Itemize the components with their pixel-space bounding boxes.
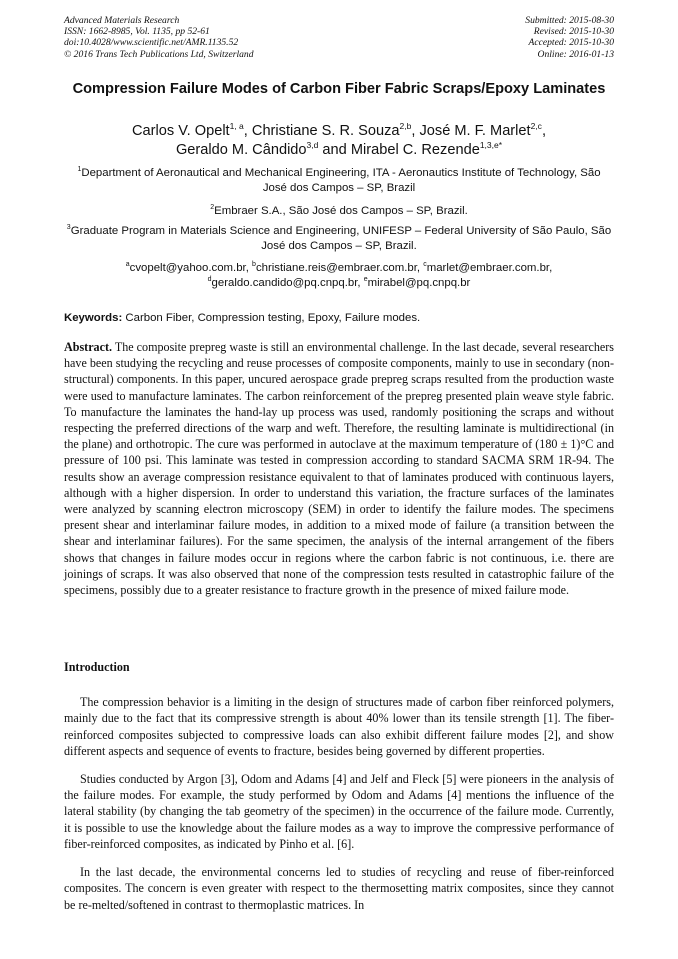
- affiliation-text: Embraer S.A., São José dos Campos – SP, Brazil.: [214, 205, 468, 217]
- email-marker: c: [423, 261, 427, 268]
- journal-doi: doi:10.4028/www.scientific.net/AMR.1135.52: [64, 37, 239, 49]
- author-separator: ,: [541, 123, 546, 139]
- author-affiliation-marker: 2,c: [530, 121, 542, 131]
- keywords: [64, 311, 614, 325]
- email-marker: b: [252, 261, 256, 268]
- introduction-body: [64, 682, 614, 925]
- email-address[interactable]: geraldo.candido@pq.cnpq.br,: [211, 277, 364, 290]
- email-marker: e: [363, 276, 368, 284]
- affiliation-text: Department of Aeronautical and Mechanical Engineering, ITA - Aeronautics Institute of Technology, São José dos Campos – SP, Brazil: [81, 167, 601, 195]
- paper-title: Compression Failure Modes of Carbon Fiber Fabric Scraps/Epoxy Laminates: [72, 81, 606, 97]
- paragraph: Studies conducted by Argon [3], Odom and Adams [4] and Jelf and Fleck [5] were pioneers in the analysis of the failure modes. For example, the study performed by Odom and Adams [4] mentions the influence of the lateral stability (by changing the tab geometry of the specimen) in the occurrence of the failure mode. Currently, it is possible to use the knowledge about the failure modes as a way to improve the compressive performance of fiber-reinforced composites, as indicated by Pinho et al. [6].: [64, 772, 614, 851]
- keywords-label: Keywords:: [64, 312, 123, 324]
- affiliation: [64, 224, 614, 255]
- affiliation-marker: 1: [77, 166, 82, 173]
- publication-dates: [525, 15, 614, 60]
- abstract-label: Abstract.: [64, 340, 113, 354]
- author-emails: [64, 261, 614, 292]
- author-affiliation-marker: 3,d: [306, 140, 319, 150]
- author-affiliation-marker: 1, a: [229, 121, 244, 131]
- email-address[interactable]: marlet@embraer.com.br,: [426, 262, 553, 274]
- journal-name: Advanced Materials Research: [64, 15, 180, 26]
- date-accepted: Accepted: 2015-10-30: [528, 37, 614, 49]
- email-address[interactable]: cvopelt@yahoo.com.br,: [129, 262, 253, 274]
- abstract-text: The composite prepreg waste is still an environmental challenge. In the last decade, several researchers have been studying the recycling and reuse processes of composite components, mainly to use in secondary (non-structural) components. In this paper, uncured aerospace grade prepreg scraps resulted from the production waste were used to manufacture laminates. The carbon reinforcement of the prepreg presented plain weave style fabric. To manufacture the laminates the hand-lay up process was used, randomly positioning the scraps and without respecting the preferred directions of the warp and weft. Therefore, the resulting laminate is multidirectional (in the plane) and orthotropic. The cure was performed in autoclave at the maximum temperature of (180 ± 1)°C and pressure of 100 psi. This laminate was tested in compression according to standard SACMA SRM 1R-94. The results show an average compression resistance equivalent to that of laminates produced with continuous layers, although with a higher dispersion. In order to understand this variation, the fracture surfaces of the laminates were analyzed by scanning electron microscopy (SEM) in order to identify the failure modes. The specimens present shear and interlaminar failure modes, in addition to a mixed mode of failure (a transition between the shear and interlaminar failures). For the same specimen, the analysis of the internal arrangement of the fibers shows that changes in failure modes occur in regions where the carbon fabric is not continuous, i.e. there are joinings of scraps. It was also observed that none of the compression tests resulted in catastrophic failure of the specimens, possibly due to a greater resistance to fracture growth in the presence of mixed failure mode.: [64, 340, 614, 598]
- author-name: Carlos V. Opelt: [132, 123, 230, 139]
- author-name: Christiane S. R. Souza: [251, 123, 400, 139]
- journal-copyright: © 2016 Trans Tech Publications Ltd, Switzerland: [64, 48, 254, 60]
- author-separator: ,: [243, 123, 252, 139]
- email-address[interactable]: christiane.reis@embraer.com.br,: [255, 262, 424, 274]
- author-separator: and: [318, 142, 351, 158]
- date-online: Online: 2016-01-13: [537, 48, 614, 60]
- date-submitted: Submitted: 2015-08-30: [525, 15, 614, 26]
- author-name: Mirabel C. Rezende: [350, 142, 480, 158]
- abstract: [64, 339, 614, 598]
- affiliation-text: Graduate Program in Materials Science and Engineering, UNIFESP – Federal University of São Paulo, São José dos Campos – SP, Brazil.: [70, 225, 612, 253]
- affiliation-marker: 2: [210, 204, 215, 211]
- keywords-text: Carbon Fiber, Compression testing, Epoxy, Failure modes.: [122, 312, 421, 324]
- author-affiliation-marker: 1,3,e*: [479, 140, 503, 150]
- affiliation-marker: 3: [66, 224, 71, 231]
- author-separator: ,: [411, 123, 420, 139]
- email-address[interactable]: mirabel@pq.cnpq.br: [367, 277, 471, 290]
- section-heading-introduction: Introduction: [64, 660, 130, 674]
- email-marker: d: [207, 276, 212, 284]
- affiliation: [64, 204, 614, 219]
- paragraph: In the last decade, the environmental concerns led to studies of recycling and reuse of fiber-reinforced composites. The concern is even greater with respect to the thermosetting matrix composites, since they cannot be re-melted/softened in contrast to thermoplastic matrices. In: [64, 865, 614, 912]
- email-marker: a: [125, 261, 130, 268]
- journal-header: [64, 15, 254, 60]
- paragraph: The compression behavior is a limiting in the design of structures made of carbon fiber reinforced polymers, mainly due to the fact that its compressive strength is about 40% lower than its tensile strength [1]. The fiber-reinforced composites subjected to compressive loads can also exhibit different failure modes [2], and show different aspects and sequence of events to fracture, besides being governed by different properties.: [64, 695, 614, 758]
- author-list: [64, 122, 614, 160]
- affiliation: [64, 166, 614, 197]
- author-name: José M. F. Marlet: [419, 123, 531, 139]
- author-name: Geraldo M. Cândido: [175, 142, 307, 158]
- author-affiliation-marker: 2,b: [399, 121, 412, 131]
- journal-issn: ISSN: 1662-8985, Vol. 1135, pp 52-61: [64, 26, 210, 38]
- date-revised: Revised: 2015-10-30: [533, 26, 614, 38]
